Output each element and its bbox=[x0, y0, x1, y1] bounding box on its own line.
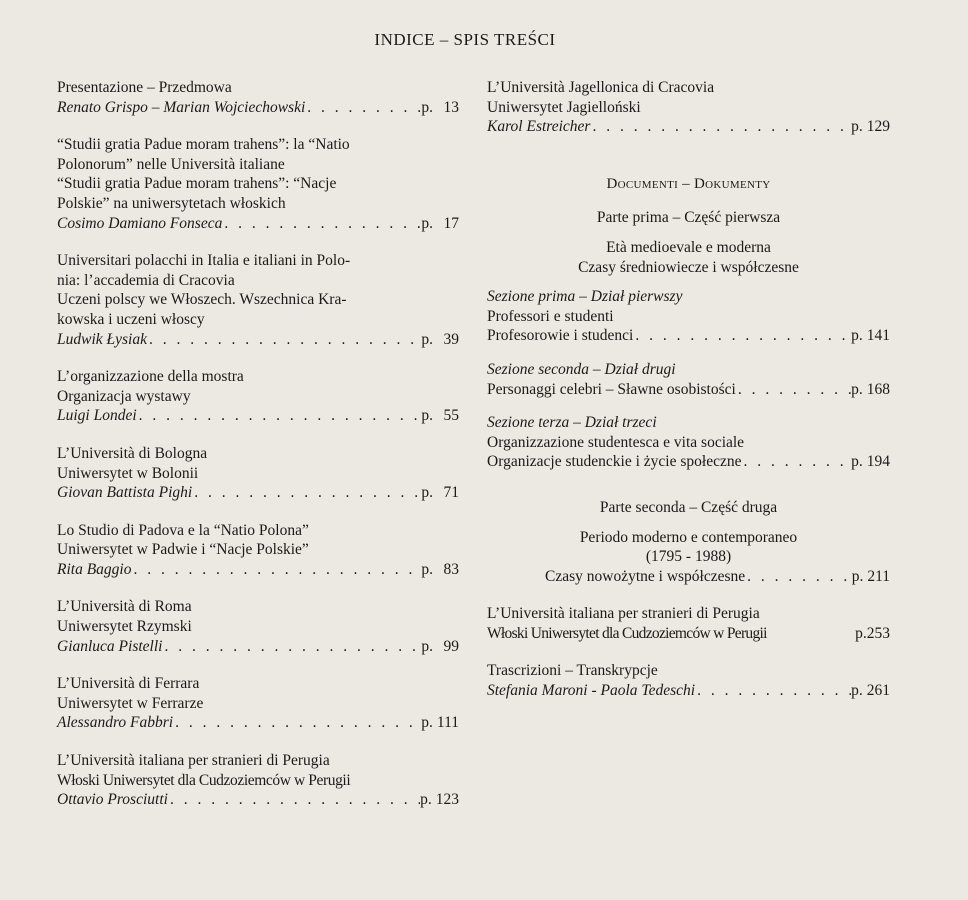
toc-entry bbox=[57, 674, 459, 733]
section-line: Professori e studenti bbox=[487, 307, 614, 325]
documents-heading: Documenti – Dokumenty bbox=[606, 175, 771, 192]
toc-entry-author-line[interactable] bbox=[487, 117, 890, 137]
toc-entry-title-line: L’Università italiana per stranieri di Perugia bbox=[57, 752, 330, 770]
dot-leader bbox=[305, 98, 421, 118]
toc-entry-author-line[interactable] bbox=[57, 98, 459, 118]
toc-entry-author: Luigi Londei bbox=[57, 407, 137, 425]
dot-leader bbox=[736, 380, 851, 400]
toc-entry-author-line[interactable] bbox=[57, 483, 459, 503]
toc-entry-title: Włoski Uniwersytet dla Cudzoziemców w Perugii bbox=[487, 624, 767, 642]
page-prefix: p. bbox=[421, 560, 433, 578]
section-entry-line[interactable] bbox=[487, 452, 890, 472]
part-two-subtitle: Periodo moderno e contemporaneo bbox=[579, 528, 798, 546]
toc-entry bbox=[57, 135, 459, 233]
toc-entry-title-line: L’organizzazione della mostra bbox=[57, 368, 244, 386]
dot-leader bbox=[695, 681, 851, 701]
toc-entry-title-line: Uniwersytet w Ferrarze bbox=[57, 694, 204, 712]
dot-leader bbox=[162, 637, 421, 657]
toc-entry-page: 253 bbox=[866, 624, 890, 642]
toc-entry-page: 55 bbox=[443, 407, 459, 425]
toc-entry-title-line: L’Università di Bologna bbox=[57, 444, 208, 462]
section-entry-line[interactable] bbox=[487, 326, 890, 346]
toc-entry-title-line: “Studii gratia Padue moram trahens”: la “Natio bbox=[57, 136, 350, 154]
page-title: INDICE – SPIS TREŚCI bbox=[374, 30, 556, 49]
part-one-heading: Parte prima – Część pierwsza bbox=[596, 209, 781, 227]
page-prefix: p. bbox=[420, 791, 432, 809]
toc-entry bbox=[487, 78, 890, 137]
dot-leader bbox=[173, 713, 421, 733]
toc-entry-author: Stefania Maroni - Paola Tedeschi bbox=[487, 682, 696, 700]
page-prefix: p. bbox=[421, 330, 433, 348]
toc-entry-title-line: Polskie” na uniwersytetach włoskich bbox=[57, 194, 286, 212]
toc-entry-author: Cosimo Damiano Fonseca bbox=[57, 214, 223, 232]
toc-entry bbox=[57, 751, 459, 810]
dot-leader bbox=[137, 406, 422, 426]
toc-entry-author-line[interactable] bbox=[57, 330, 459, 350]
toc-entry-author: Rita Baggio bbox=[57, 560, 132, 578]
toc-entry-line[interactable] bbox=[487, 624, 890, 644]
toc-entry-title-line: Uniwersytet Rzymski bbox=[57, 618, 192, 636]
part-two-heading: Parte seconda – Część druga bbox=[599, 498, 778, 516]
toc-entry-author-line[interactable] bbox=[57, 713, 459, 733]
page-prefix: p. bbox=[421, 484, 433, 502]
toc-entry-page: 261 bbox=[866, 682, 890, 700]
toc-entry-author: Ludwik Łysiak bbox=[57, 330, 147, 348]
toc-entry-author-line[interactable] bbox=[57, 406, 459, 426]
section-entry-title: Personaggi celebri – Sławne osobistości bbox=[487, 380, 736, 398]
toc-entry-title-line: Presentazione – Przedmowa bbox=[57, 79, 232, 96]
section-heading: Sezione seconda – Dział drugi bbox=[487, 360, 676, 378]
page-prefix: p. bbox=[851, 327, 863, 345]
toc-entry-title-line: L’Università di Roma bbox=[57, 598, 192, 616]
toc-entry-author-line[interactable] bbox=[57, 560, 459, 580]
toc-entry-page: 111 bbox=[436, 714, 459, 732]
toc-entry-title-line: Uniwersytet Jagielloński bbox=[487, 98, 641, 116]
page-prefix: p. bbox=[851, 118, 863, 136]
toc-entry bbox=[57, 251, 459, 349]
toc-entry-author-line[interactable] bbox=[57, 214, 459, 234]
toc-entry-author: Alessandro Fabbri bbox=[57, 714, 174, 732]
dot-leader bbox=[131, 560, 421, 580]
page-prefix: p. bbox=[851, 380, 863, 398]
part-one-subtitle: Età medioevale e moderna bbox=[606, 238, 771, 256]
toc-entry bbox=[57, 444, 459, 503]
toc-entry-title-line: kowska i uczeni włoscy bbox=[57, 310, 205, 328]
toc-entry-title-line: Uniwersytet w Padwie i “Nacje Polskie” bbox=[57, 541, 309, 559]
dot-leader bbox=[168, 790, 420, 810]
toc-entry bbox=[57, 367, 459, 426]
toc-entry-title-line: nia: l’accademia di Cracovia bbox=[57, 271, 235, 289]
part-two-entry-title: Czasy nowożytne i współczesne bbox=[545, 567, 746, 585]
toc-entry-title-line: Lo Studio di Padova e la “Natio Polona” bbox=[57, 521, 309, 539]
toc-entry-title-line: Włoski Uniwersytet dla Cudzoziemców w Perugii bbox=[57, 771, 351, 789]
toc-entry-author-line[interactable] bbox=[57, 790, 459, 810]
page-prefix: p. bbox=[851, 453, 863, 471]
toc-entry-title-line: L’Università italiana per stranieri di Perugia bbox=[487, 605, 760, 623]
section-entry-page: 194 bbox=[866, 453, 890, 471]
section-entry-line[interactable] bbox=[487, 380, 890, 400]
toc-entry bbox=[487, 661, 890, 700]
toc-entry-page: 83 bbox=[443, 560, 459, 578]
toc-entry-author: Karol Estreicher bbox=[487, 118, 591, 136]
section-entry-page: 141 bbox=[866, 327, 890, 345]
page-prefix: p. bbox=[851, 567, 864, 585]
toc-entry-author: Giovan Battista Pighi bbox=[57, 484, 193, 502]
dot-leader bbox=[222, 214, 421, 234]
toc-entry-title-line: Polonorum” nelle Università italiane bbox=[57, 155, 285, 173]
page-prefix: p. bbox=[421, 407, 433, 425]
toc-entry-page: 39 bbox=[443, 330, 459, 348]
part-two-entry-page: 211 bbox=[867, 567, 890, 585]
toc-entry-title-line: Universitari polacchi in Italia e italiani in Polo- bbox=[57, 252, 351, 270]
page-prefix: p. bbox=[421, 714, 433, 732]
section-entry-title: Organizacje studenckie i życie społeczne bbox=[487, 453, 742, 471]
toc-section bbox=[487, 360, 890, 399]
page-prefix: p. bbox=[851, 682, 863, 700]
dot-leader bbox=[633, 326, 851, 346]
toc-entry bbox=[57, 78, 459, 117]
dot-leader bbox=[192, 483, 421, 503]
toc-entry-page: 129 bbox=[866, 118, 890, 136]
part-two-entry-line[interactable] bbox=[487, 567, 890, 587]
toc-entry-title-line: “Studii gratia Padue moram trahens”: “Nacje bbox=[57, 175, 337, 193]
toc-entry-author: Renato Grispo – Marian Wojciechowski bbox=[57, 98, 306, 116]
dot-leader bbox=[741, 452, 851, 472]
toc-entry bbox=[57, 521, 459, 580]
toc-entry-title-line: Trascrizioni – Transkrypcje bbox=[487, 662, 658, 680]
toc-entry bbox=[487, 604, 890, 643]
page-prefix: p. bbox=[855, 624, 867, 642]
section-entry-page: 168 bbox=[866, 380, 890, 398]
toc-entry-author-line[interactable] bbox=[487, 681, 890, 701]
toc-entry bbox=[57, 597, 459, 656]
toc-entry-title-line: L’Università di Ferrara bbox=[57, 675, 200, 693]
dot-leader bbox=[590, 117, 851, 137]
part-two-subtitle: (1795 - 1988) bbox=[645, 548, 732, 566]
toc-entry-title-line: Uczeni polscy we Włoszech. Wszechnica Kra- bbox=[57, 291, 347, 309]
toc-entry-author: Ottavio Prosciutti bbox=[57, 791, 168, 809]
toc-entry-title-line: L’Università Jagellonica di Cracovia bbox=[487, 79, 715, 96]
toc-entry-author-line[interactable] bbox=[57, 637, 459, 657]
section-line: Organizzazione studentesca e vita sociale bbox=[487, 433, 745, 451]
toc-entry-page: 99 bbox=[443, 637, 459, 655]
page-prefix: p. bbox=[421, 98, 433, 116]
toc-entry-author: Gianluca Pistelli bbox=[57, 637, 163, 655]
left-column bbox=[57, 78, 459, 828]
toc-section bbox=[487, 287, 890, 346]
section-heading: Sezione prima – Dział pierwszy bbox=[487, 288, 683, 306]
toc-entry-title-line: Organizacja wystawy bbox=[57, 387, 191, 405]
section-heading: Sezione terza – Dział trzeci bbox=[487, 414, 657, 432]
toc-entry-title-line: Uniwersytet w Bolonii bbox=[57, 464, 199, 482]
dot-leader bbox=[147, 330, 421, 350]
toc-entry-page: 13 bbox=[443, 98, 459, 116]
toc-entry-page: 71 bbox=[443, 484, 459, 502]
dot-leader bbox=[745, 567, 852, 587]
part-one-subtitle: Czasy średniowiecze i współczesne bbox=[578, 258, 799, 276]
toc-entry-page: 123 bbox=[435, 791, 459, 809]
toc-entry-page: 17 bbox=[443, 214, 459, 232]
section-entry-title: Profesorowie i studenci bbox=[487, 327, 634, 345]
page-prefix: p. bbox=[421, 214, 433, 232]
right-column bbox=[487, 78, 890, 719]
page-prefix: p. bbox=[421, 637, 433, 655]
toc-section bbox=[487, 413, 890, 472]
